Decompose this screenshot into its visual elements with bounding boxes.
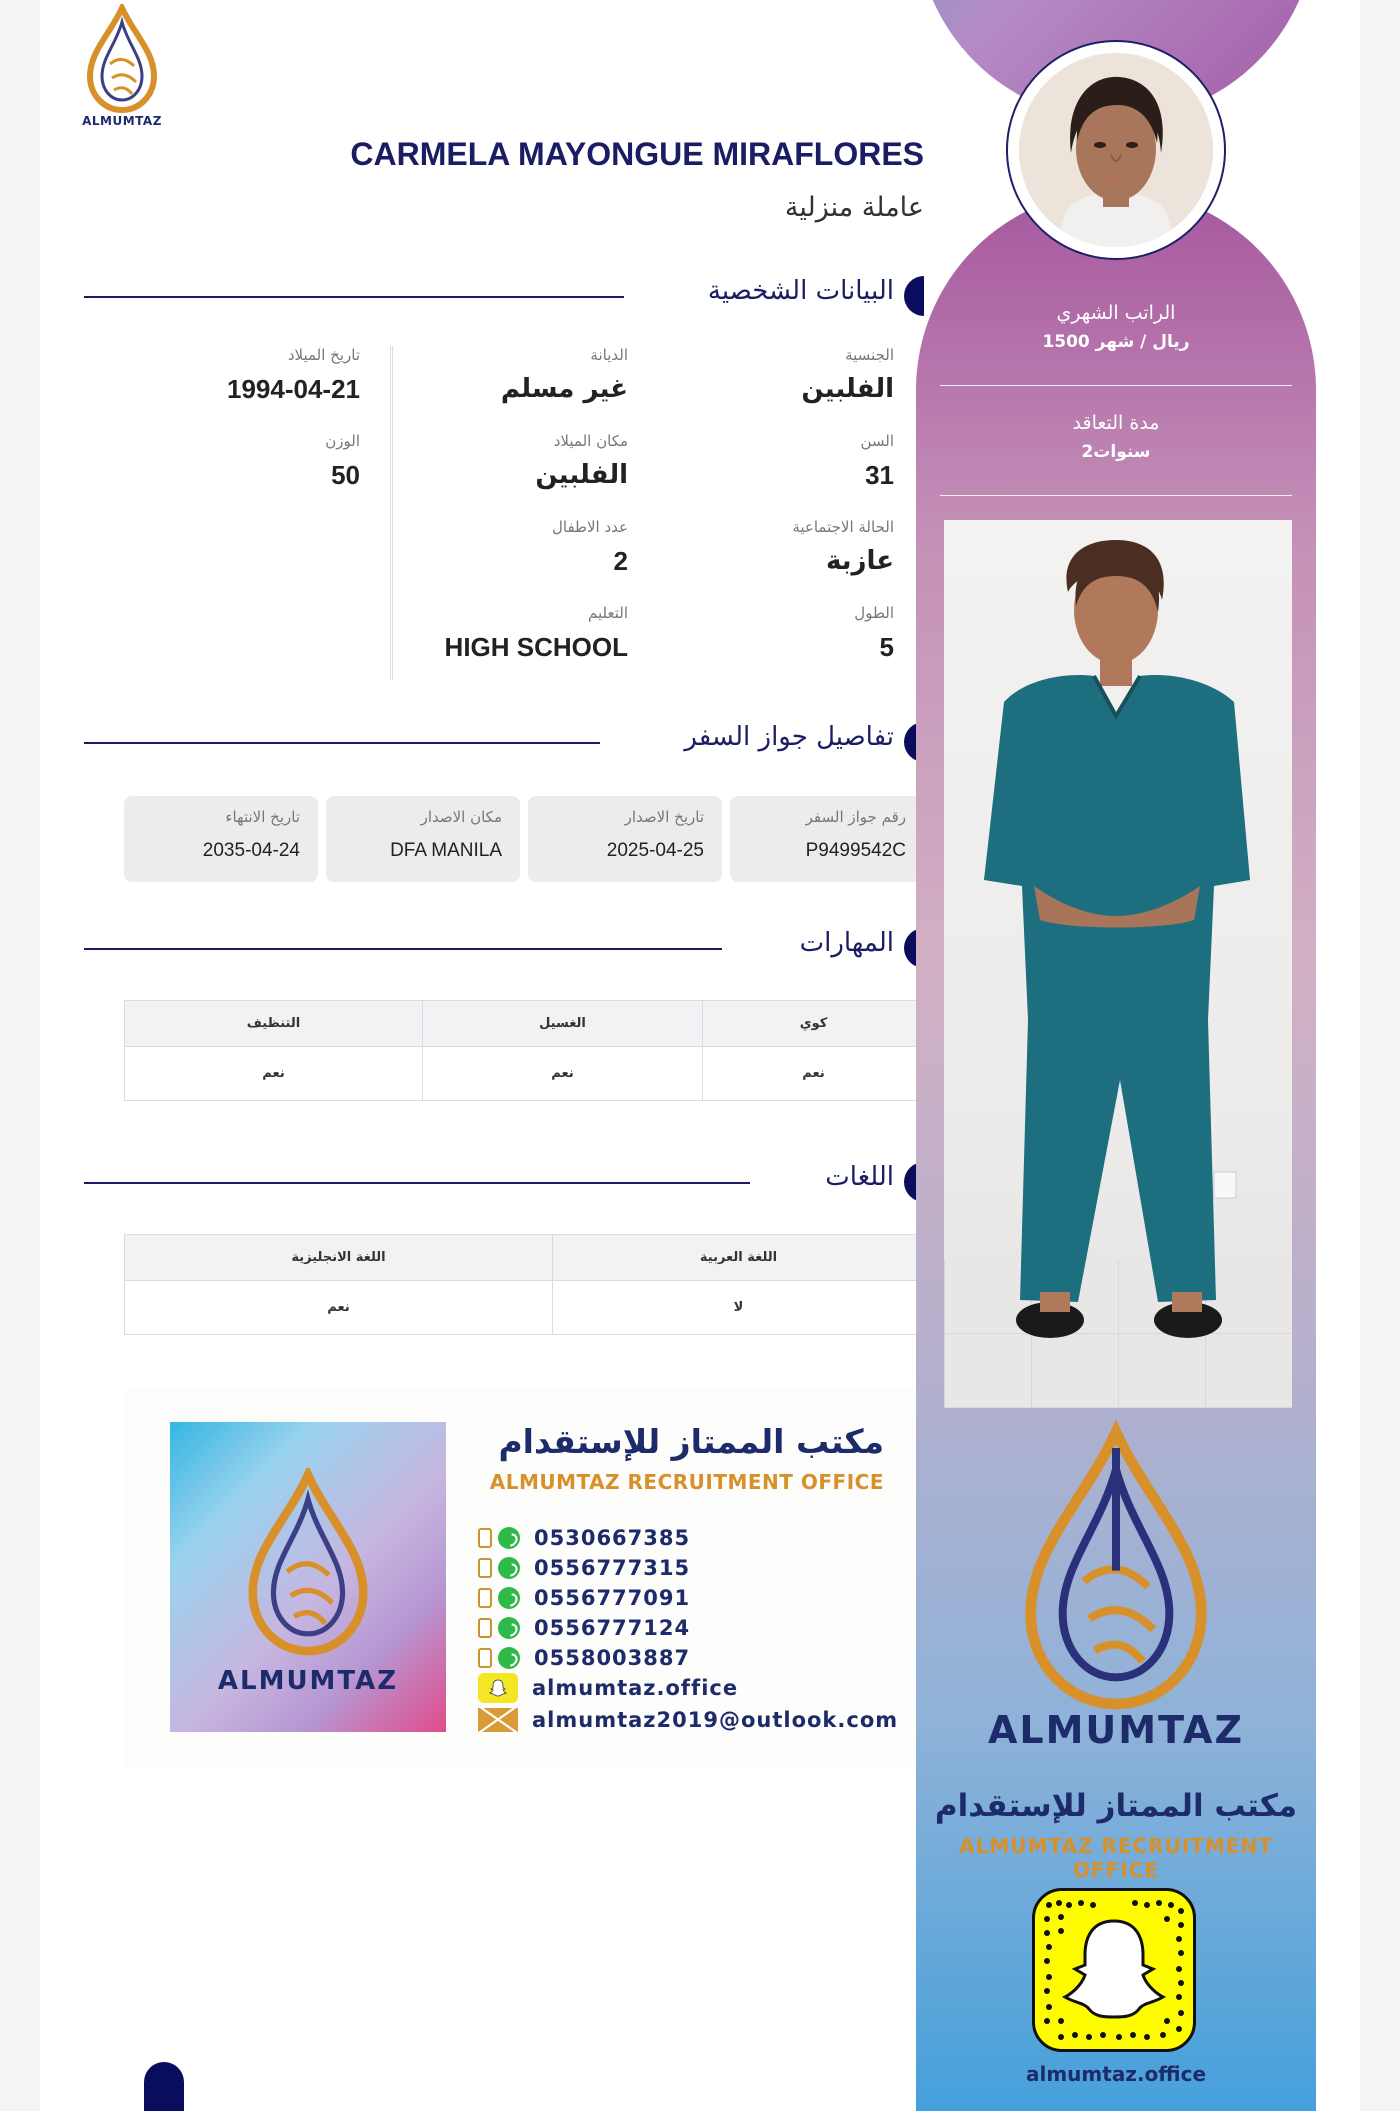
contract-block bbox=[916, 412, 1316, 462]
skill-header-ironing: كوي bbox=[703, 1001, 925, 1047]
passport-expiry-card bbox=[124, 796, 318, 882]
field-value: 50 bbox=[331, 460, 360, 490]
skill-value-ironing: نعم bbox=[703, 1047, 925, 1101]
field-value: 2 bbox=[613, 546, 628, 576]
section-title-personal: البيانات الشخصية bbox=[707, 276, 894, 306]
worker-role: عاملة منزلية bbox=[784, 192, 924, 223]
field-marital-status bbox=[792, 518, 894, 576]
field-value: 5 bbox=[879, 632, 894, 662]
passport-value: 2035-04-24 bbox=[202, 840, 300, 861]
phone-icon bbox=[478, 1528, 492, 1548]
languages-table bbox=[124, 1234, 925, 1335]
field-label: الوزن bbox=[325, 432, 360, 450]
field-value: 31 bbox=[865, 460, 894, 490]
section-header-personal bbox=[84, 274, 924, 318]
field-value: الفلبين bbox=[801, 374, 894, 404]
passport-value: 2025-04-25 bbox=[606, 840, 704, 861]
passport-value: P9499542C bbox=[805, 840, 906, 861]
field-height bbox=[854, 604, 894, 663]
contact-phone-2 bbox=[478, 1554, 690, 1582]
mail-icon bbox=[478, 1708, 518, 1732]
whatsapp-icon bbox=[498, 1527, 520, 1549]
sidebar-snap-handle: almumtaz.office bbox=[1025, 2062, 1207, 2086]
field-children bbox=[552, 518, 628, 577]
phone-icon bbox=[478, 1648, 492, 1668]
table-header-row bbox=[125, 1235, 925, 1281]
table-header-row bbox=[125, 1001, 925, 1047]
section-title-languages: اللغات bbox=[825, 1162, 894, 1192]
language-value-arabic: لا bbox=[553, 1281, 925, 1335]
field-label: مكان الميلاد bbox=[553, 432, 628, 450]
contact-email bbox=[478, 1706, 898, 1734]
contact-snapchat bbox=[478, 1674, 738, 1702]
contract-value: 2سنوات bbox=[1081, 442, 1151, 462]
whatsapp-icon bbox=[498, 1587, 520, 1609]
field-weight bbox=[325, 432, 360, 491]
section-divider bbox=[84, 1182, 750, 1184]
logo-caption: ALMUMTAZ bbox=[82, 114, 162, 128]
field-label: الجنسية bbox=[845, 346, 894, 364]
field-value: غير مسلم bbox=[500, 374, 628, 404]
sidebar-divider bbox=[940, 495, 1292, 496]
passport-details bbox=[124, 796, 924, 882]
full-body-photo bbox=[944, 520, 1292, 1408]
phone-number: 0556777091 bbox=[534, 1586, 691, 1610]
contact-phone-5 bbox=[478, 1644, 690, 1672]
section-divider bbox=[84, 742, 600, 744]
contact-phone-1 bbox=[478, 1524, 690, 1552]
field-label: عدد الاطفال bbox=[552, 518, 628, 536]
sidebar-office-ar: مكتب الممتاز للإستقدام bbox=[934, 1788, 1298, 1824]
phone-number: 0558003887 bbox=[534, 1646, 691, 1670]
passport-issue-place-card bbox=[326, 796, 520, 882]
field-birth-place bbox=[535, 432, 628, 490]
info-column-left bbox=[124, 346, 390, 680]
skill-value-washing: نعم bbox=[423, 1047, 703, 1101]
section-divider bbox=[84, 948, 722, 950]
business-card-brand: ALMUMTAZ bbox=[217, 1666, 399, 1696]
whatsapp-icon bbox=[498, 1557, 520, 1579]
field-label: التعليم bbox=[588, 604, 628, 622]
field-value: 1994-04-21 bbox=[227, 374, 360, 404]
section-header-passport bbox=[84, 720, 924, 764]
column-divider bbox=[390, 346, 391, 680]
phone-number: 0556777124 bbox=[534, 1616, 691, 1640]
salary-block bbox=[916, 302, 1316, 352]
contract-label: مدة التعاقد bbox=[1072, 412, 1160, 434]
passport-label: رقم جواز السفر bbox=[805, 808, 906, 826]
passport-label: تاريخ الاصدار bbox=[624, 808, 704, 826]
almumtaz-logo-icon bbox=[228, 1468, 388, 1658]
skills-table bbox=[124, 1000, 925, 1101]
field-value: عازبة bbox=[825, 546, 894, 576]
sidebar-office-en: ALMUMTAZ RECRUITMENT OFFICE bbox=[959, 1834, 1273, 1882]
snapchat-handle: almumtaz.office bbox=[532, 1676, 739, 1700]
phone-icon bbox=[478, 1558, 492, 1578]
skill-header-washing: الغسيل bbox=[423, 1001, 703, 1047]
field-value: الفلبين bbox=[535, 460, 628, 490]
contact-phone-3 bbox=[478, 1584, 690, 1612]
skill-header-cleaning: التنظيف bbox=[125, 1001, 423, 1047]
worker-name: CARMELA MAYONGUE MIRAFLORES bbox=[350, 136, 924, 172]
contact-phone-4 bbox=[478, 1614, 690, 1642]
office-business-card bbox=[124, 1388, 924, 1768]
phone-number: 0556777315 bbox=[534, 1556, 691, 1580]
field-label: الطول bbox=[854, 604, 894, 622]
field-label: الحالة الاجتماعية bbox=[792, 518, 894, 536]
salary-label: الراتب الشهري bbox=[1056, 302, 1176, 324]
passport-label: تاريخ الانتهاء bbox=[225, 808, 300, 826]
whatsapp-icon bbox=[498, 1617, 520, 1639]
field-value: HIGH SCHOOL bbox=[444, 632, 628, 662]
phone-icon bbox=[478, 1588, 492, 1608]
language-value-english: نعم bbox=[125, 1281, 553, 1335]
info-column-middle bbox=[392, 346, 658, 680]
business-card-office-en: ALMUMTAZ RECRUITMENT OFFICE bbox=[489, 1470, 884, 1494]
snapchat-icon bbox=[478, 1673, 518, 1703]
language-header-english: اللغة الانجليزية bbox=[125, 1235, 553, 1281]
info-column-right bbox=[658, 346, 924, 680]
salary-value: 1500 ريال / شهر bbox=[1042, 332, 1190, 352]
almumtaz-logo-icon bbox=[80, 4, 164, 114]
passport-label: مكان الاصدار bbox=[420, 808, 502, 826]
profile-photo bbox=[1019, 53, 1213, 247]
passport-issue-date-card bbox=[528, 796, 722, 882]
field-religion bbox=[501, 346, 628, 404]
field-label: السن bbox=[860, 432, 894, 450]
almumtaz-logo-icon bbox=[1004, 1418, 1228, 1718]
section-header-skills bbox=[84, 926, 924, 970]
business-card-office-ar: مكتب الممتاز للإستقدام bbox=[498, 1422, 884, 1461]
cv-page bbox=[40, 0, 1360, 2111]
passport-value: DFA MANILA bbox=[390, 840, 502, 861]
section-header-languages bbox=[84, 1160, 924, 1204]
section-title-passport: تفاصيل جواز السفر bbox=[684, 722, 894, 752]
phone-icon bbox=[478, 1618, 492, 1638]
field-education bbox=[445, 604, 628, 663]
skill-value-cleaning: نعم bbox=[125, 1047, 423, 1101]
snapchat-qr-code[interactable] bbox=[1032, 1888, 1196, 2052]
sidebar-brand: ALMUMTAZ bbox=[987, 1708, 1245, 1752]
table-row bbox=[125, 1047, 925, 1101]
field-age bbox=[860, 432, 894, 491]
phone-number: 0530667385 bbox=[534, 1526, 691, 1550]
personal-info-grid bbox=[124, 346, 924, 680]
field-label: تاريخ الميلاد bbox=[287, 346, 360, 364]
page-tab-marker bbox=[144, 2062, 184, 2111]
section-divider bbox=[84, 296, 624, 298]
business-card-logo bbox=[170, 1422, 446, 1732]
section-title-skills: المهارات bbox=[799, 928, 894, 958]
sidebar-divider bbox=[940, 385, 1292, 386]
whatsapp-icon bbox=[498, 1647, 520, 1669]
profile-sidebar bbox=[916, 0, 1316, 2111]
profile-photo-frame bbox=[1006, 40, 1226, 260]
language-header-arabic: اللغة العربية bbox=[553, 1235, 925, 1281]
field-nationality bbox=[801, 346, 894, 404]
email-address: almumtaz2019@outlook.com bbox=[532, 1708, 899, 1732]
passport-number-card bbox=[730, 796, 924, 882]
table-row bbox=[125, 1281, 925, 1335]
field-label: الديانة bbox=[590, 346, 628, 364]
field-birth-date bbox=[227, 346, 360, 405]
